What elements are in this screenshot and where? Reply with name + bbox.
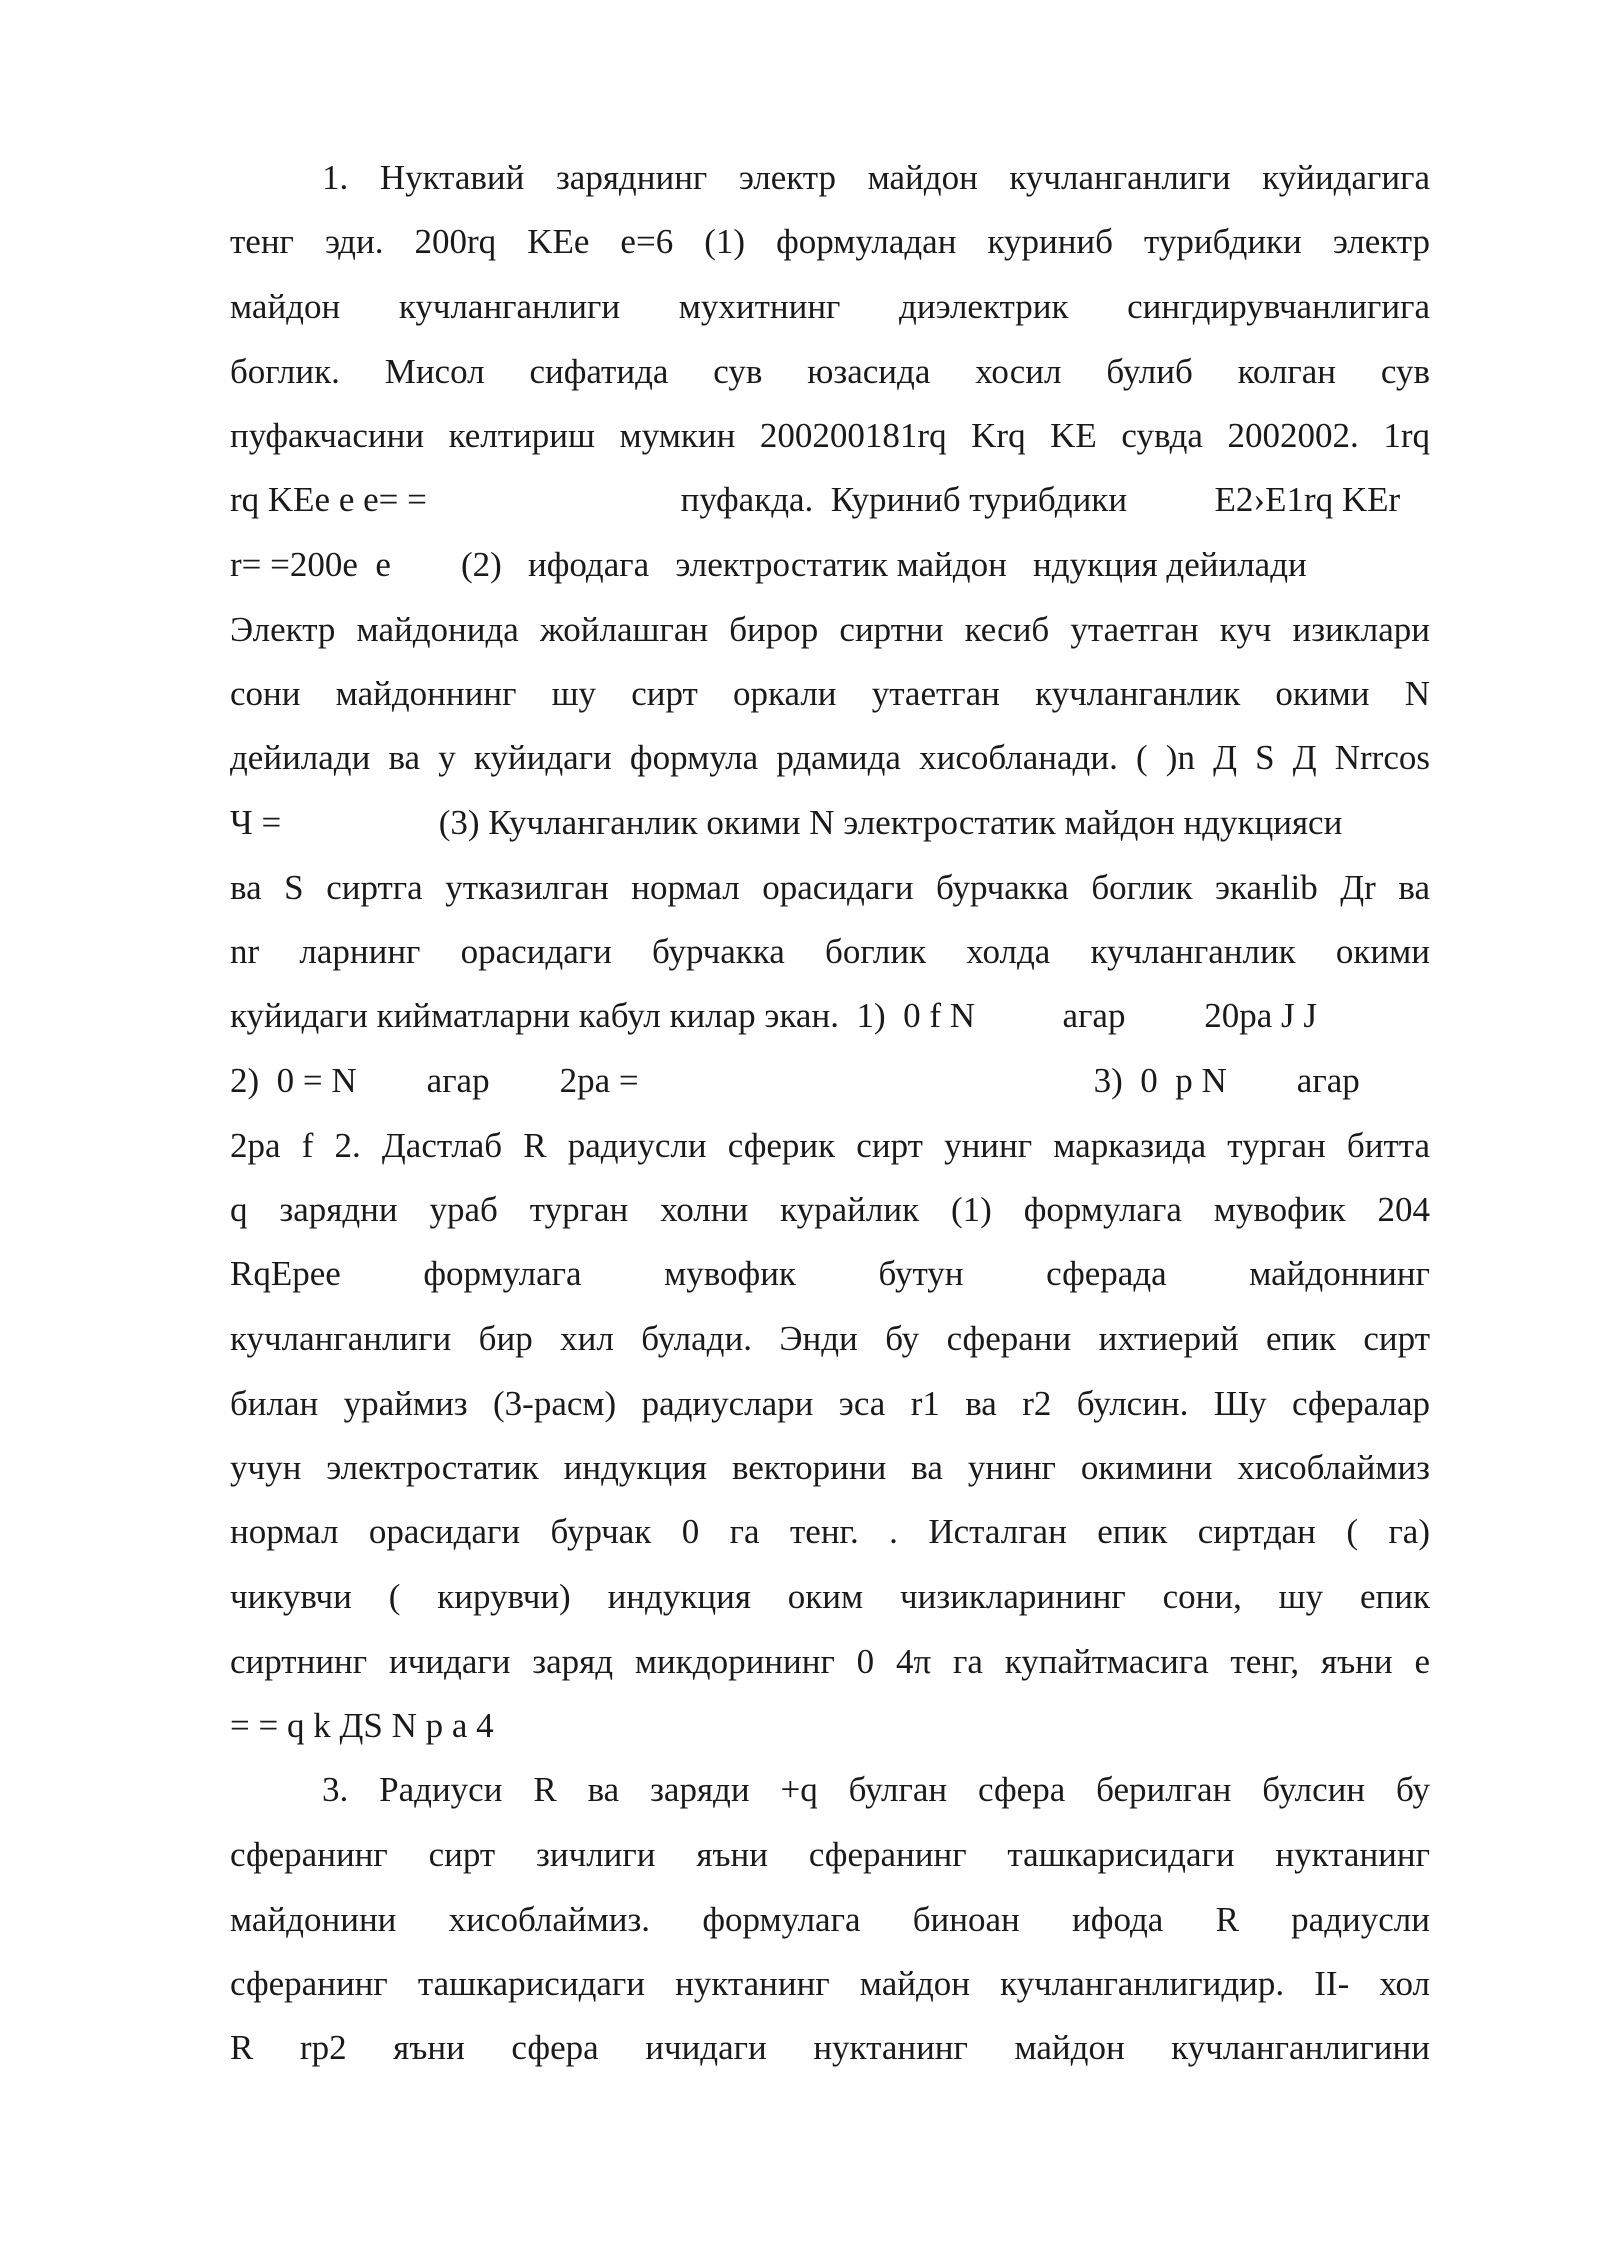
text-line: 3. Радиуси R ва заряди +q булган сфера берилган булсин бу <box>322 1770 1430 1809</box>
text-line: Электр майдонида жойлашган бирор сиртни кесиб утаетган куч изиклари <box>230 610 1430 649</box>
text-line: учун электростатик индукция векторини ва унинг окимини хисоблаймиз <box>230 1448 1430 1487</box>
text-line: 2pa f 2. Дастлаб R радиусли сферик сирт унинг марказида турган битта <box>230 1126 1430 1165</box>
text-line: q зарядни ураб турган холни курайлик (1) формулага мувофик 204 <box>230 1190 1430 1229</box>
text-line: сферанинг ташкарисидаги нуктанинг майдон кучланганлигидир. II- хол <box>230 1964 1430 2003</box>
text-line: кучланганлиги бир хил булади. Энди бу сферани ихтиерий епик сирт <box>230 1319 1430 1358</box>
text-line: = = q k ДS N p a 4 <box>230 1706 494 1745</box>
text-line: r= =200e e (2) ифодага электростатик майдон ндукция дейилади <box>230 545 1307 584</box>
text-line: пуфакчасини келтириш мумкин 200200181rq Krq KE сувда 2002002. 1rq <box>230 416 1430 455</box>
text-line: дейилади ва у куйидаги формула рдамида хисобланади. ( )n Д S Д Nrrcos <box>230 738 1430 777</box>
text-line: сиртнинг ичидаги заряд микдорининг 0 4π га купайтмасига тенг, яъни e <box>230 1642 1430 1681</box>
text-line: nr ларнинг орасидаги бурчакка боглик холда кучланганлик окими <box>230 932 1430 971</box>
text-line: куйидаги кийматларни кабул килар экан. 1) 0 f N агар 20pa J J <box>230 996 1317 1035</box>
text-line: 2) 0 = N агар 2pa = 3) 0 p N агар <box>230 1061 1360 1100</box>
text-line: майдонини хисоблаймиз. формулага биноан ифода R радиусли <box>230 1900 1430 1939</box>
text-line: сферанинг сирт зичлиги яъни сферанинг ташкарисидаги нуктанинг <box>230 1835 1430 1874</box>
text-line: тенг эди. 200rq KEe e=6 (1) формуладан куриниб турибдики электр <box>230 222 1430 261</box>
text-line: боглик. Мисол сифатида сув юзасида хосил булиб колган сув <box>230 352 1430 391</box>
text-line: сони майдоннинг шу сирт оркали утаетган кучланганлик окими N <box>230 674 1430 713</box>
text-line: майдон кучланганлиги мухитнинг диэлектрик сингдирувчанлигига <box>230 287 1430 326</box>
text-line: R rp2 яъни сфера ичидаги нуктанинг майдон кучланганлигини <box>230 2028 1430 2067</box>
text-line: RqEpee формулага мувофик бутун сферада майдоннинг <box>230 1254 1430 1293</box>
text-line: билан ураймиз (3-расм) радиуслари эса r1 ва r2 булсин. Шу сфералар <box>230 1384 1430 1423</box>
text-line: Ч = (3) Кучланганлик окими N электростатик майдон ндукцияси <box>230 803 1343 842</box>
text-line: 1. Нуктавий заряднинг электр майдон кучланганлиги куйидагига <box>322 158 1430 197</box>
text-line: чикувчи ( кирувчи) индукция оким чизикларининг сони, шу епик <box>230 1577 1430 1616</box>
text-line: ва S сиртга утказилган нормал орасидаги бурчакка боглик эканlib Дr ва <box>230 868 1430 907</box>
text-line: rq KEe e e= = пуфакда. Куриниб турибдики E2›E1rq KEr <box>230 480 1401 519</box>
text-line: нормал орасидаги бурчак 0 га тенг. . Исталган епик сиртдан ( га) <box>230 1512 1430 1551</box>
